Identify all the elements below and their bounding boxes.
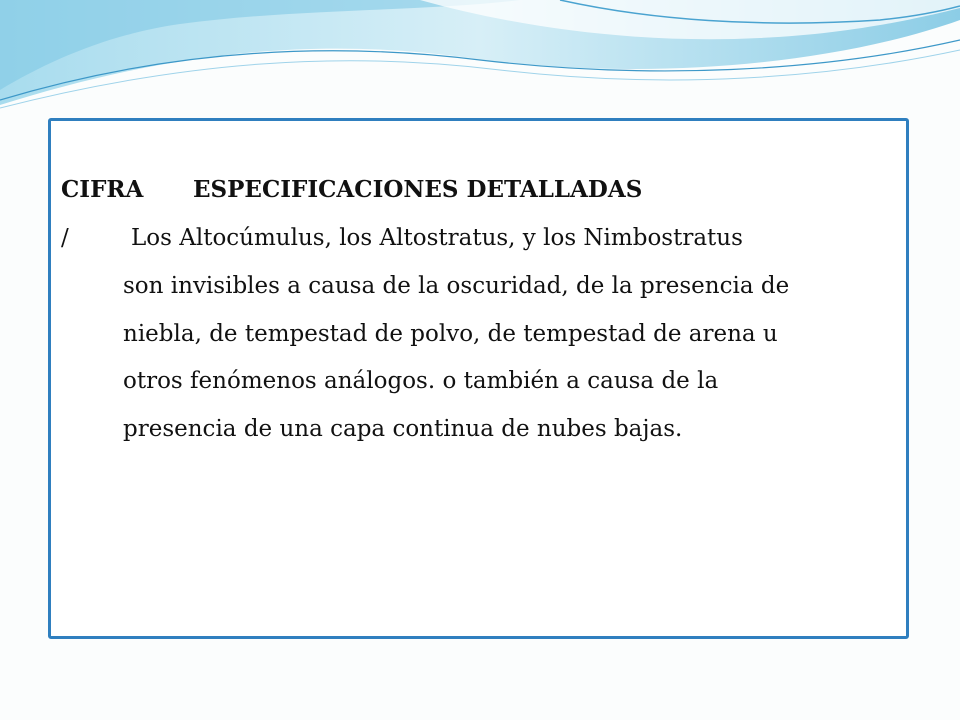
content-box	[48, 118, 909, 639]
description-line-3: niebla, de tempestad de polvo, de tempestad de arena u	[123, 321, 778, 347]
decorative-wave-header	[0, 0, 960, 130]
header-especificaciones: ESPECIFICACIONES DETALLADAS	[193, 176, 643, 203]
row-code: /	[61, 225, 69, 251]
description-line-4: otros fenómenos análogos. o también a causa de la	[123, 368, 719, 394]
description-line-5: presencia de una capa continua de nubes bajas.	[123, 416, 683, 442]
description-line-1: Los Altocúmulus, los Altostratus, y los Nimbostratus	[131, 225, 743, 251]
description-line-2: son invisibles a causa de la oscuridad, de la presencia de	[123, 273, 790, 299]
header-cifra: CIFRA	[61, 176, 144, 203]
